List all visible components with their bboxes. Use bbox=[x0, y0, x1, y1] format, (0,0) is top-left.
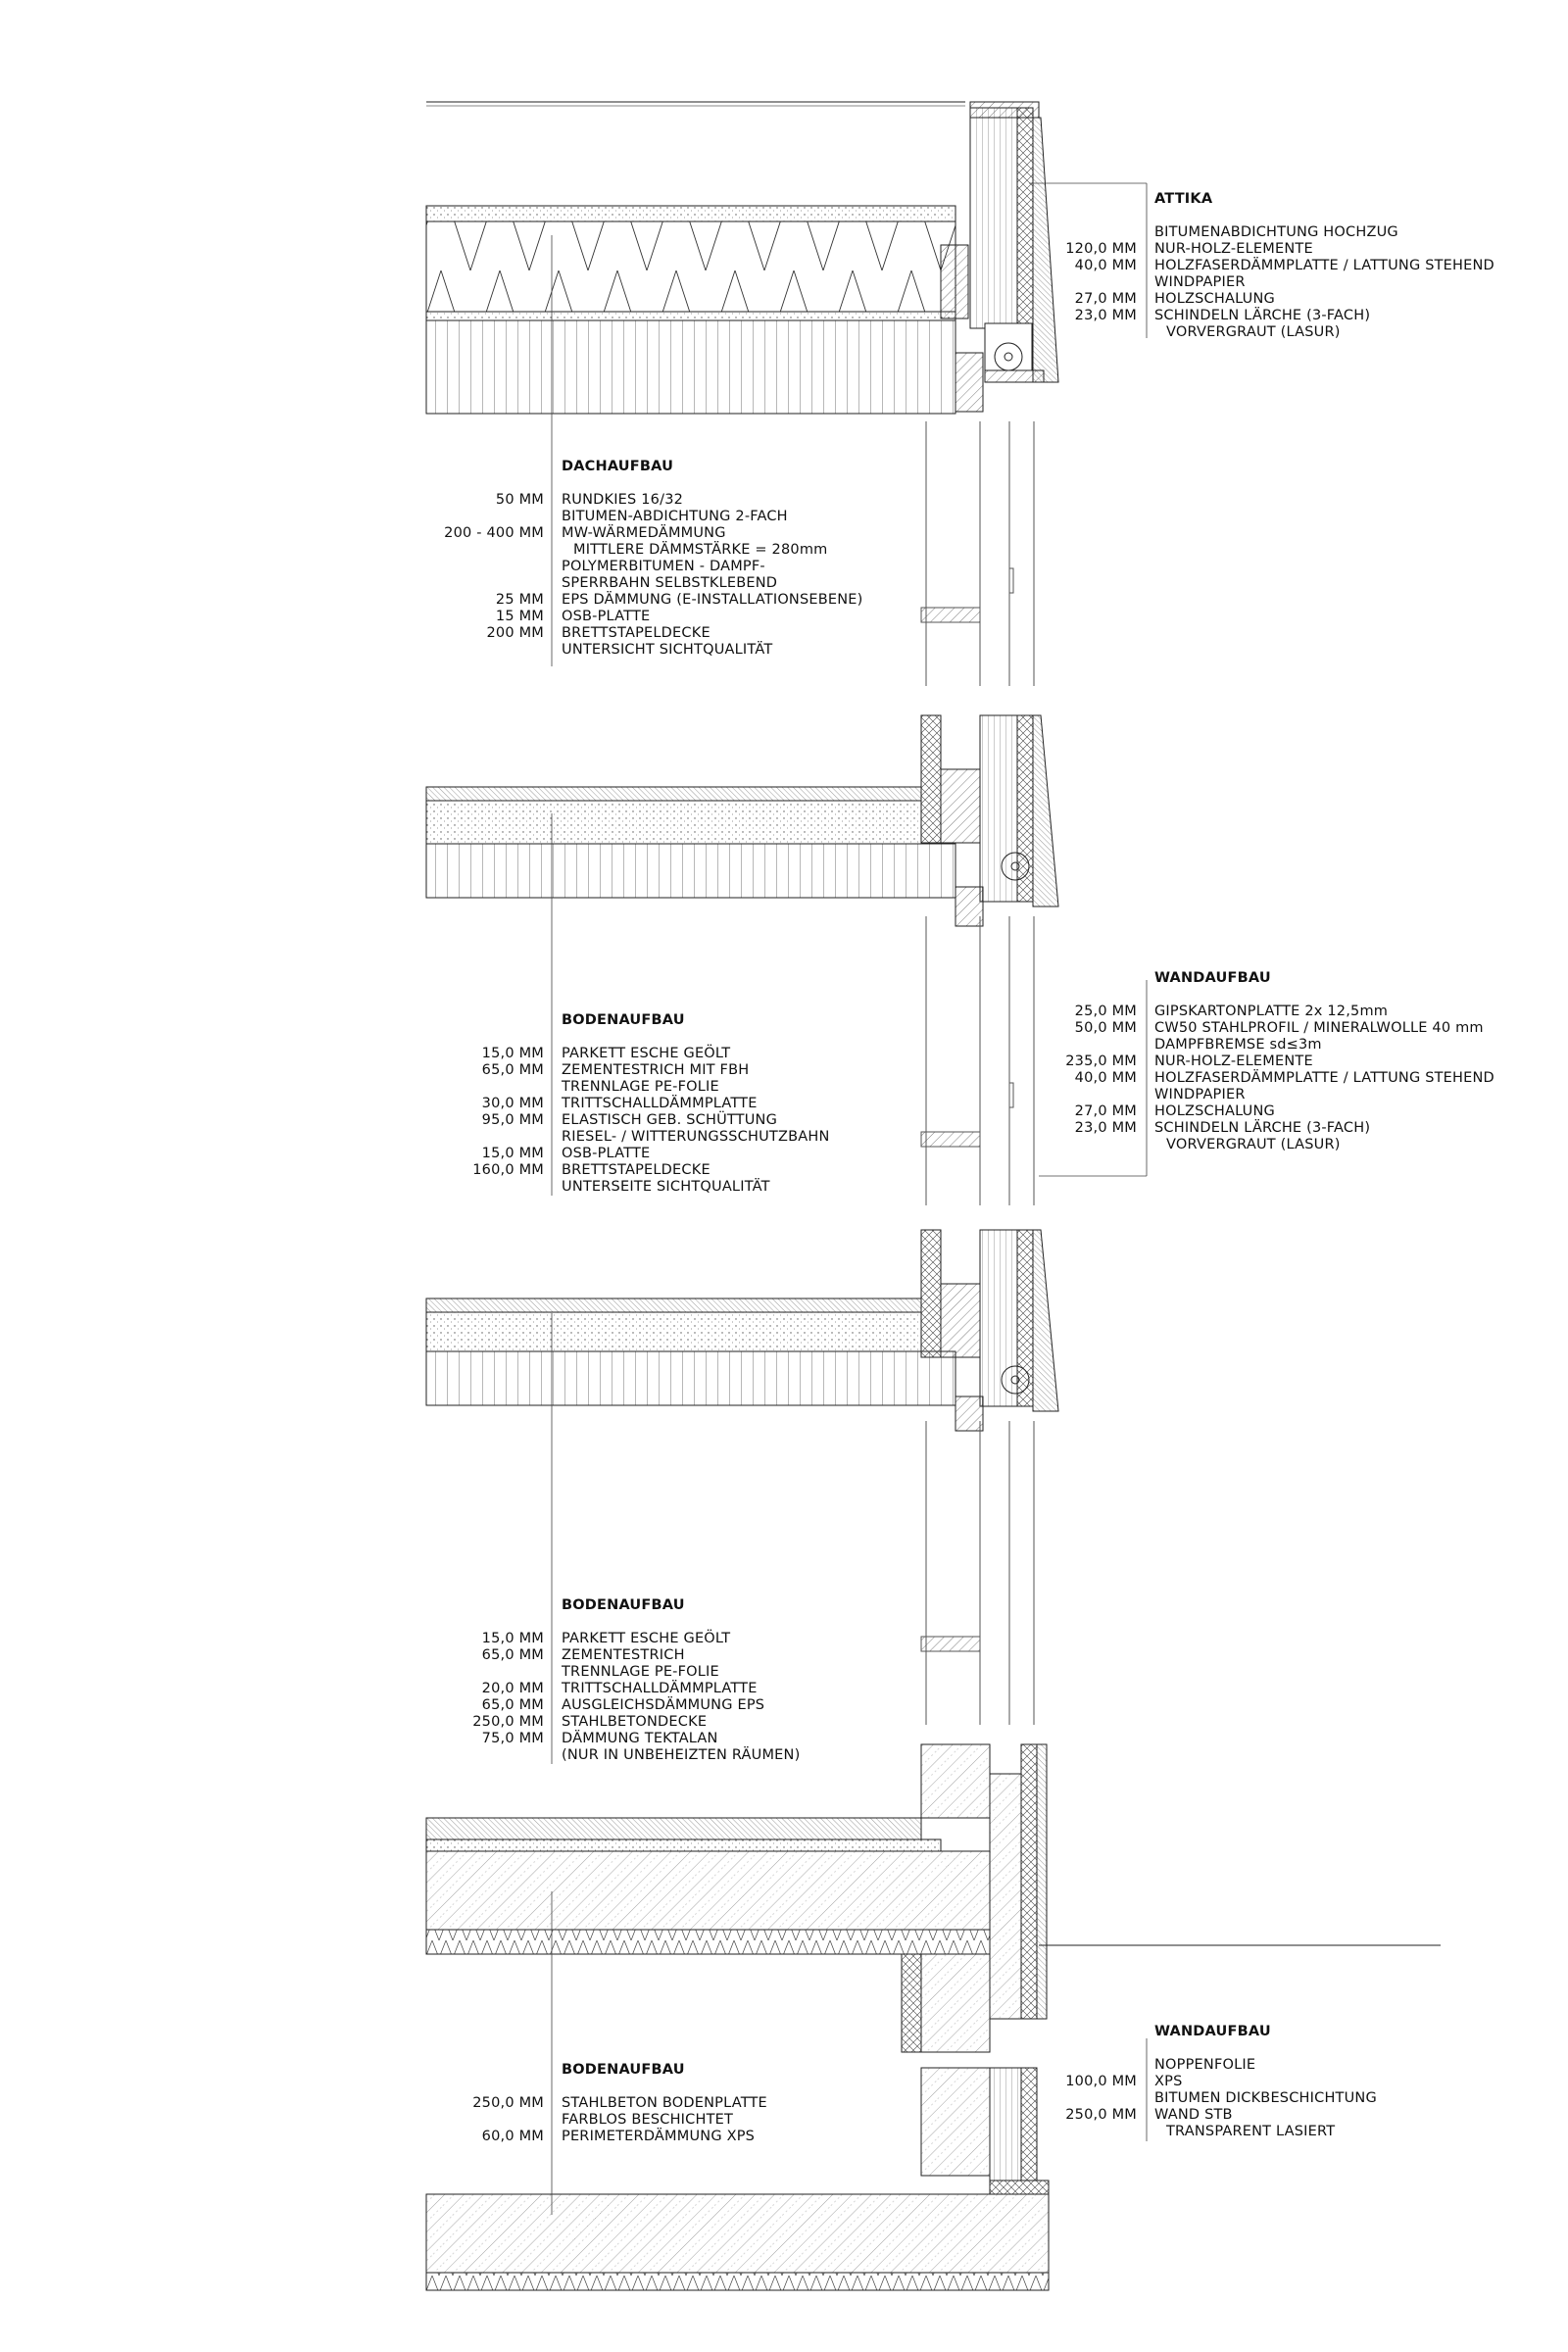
attika-row: NUR-HOLZ-ELEMENTE bbox=[1154, 241, 1313, 257]
bodenaufbau-1-dim bbox=[392, 1079, 544, 1096]
bodenaufbau-1-dim: 65,0 MM bbox=[481, 1062, 544, 1078]
bodenaufbau-3-label bbox=[562, 2062, 767, 2145]
bodenaufbau-2-dim bbox=[392, 1664, 544, 1681]
attika-row: WINDPAPIER bbox=[1154, 274, 1246, 290]
wandaufbau-1-label bbox=[1154, 970, 1494, 1153]
bodenaufbau-1-title: BODENAUFBAU bbox=[562, 1012, 685, 1028]
bodenaufbau-2-dim: 65,0 MM bbox=[481, 1697, 544, 1713]
wandaufbau-2-row: XPS bbox=[1154, 2074, 1183, 2089]
bodenaufbau-2-row: STAHLBETONDECKE bbox=[562, 1714, 708, 1730]
dachaufbau-row: MITTLERE DÄMMSTÄRKE = 280mm bbox=[573, 542, 828, 558]
attika-row: VORVERGRAUT (LASUR) bbox=[1166, 324, 1341, 340]
dachaufbau-row: UNTERSICHT SICHTQUALITÄT bbox=[562, 642, 773, 658]
attika-label bbox=[1154, 191, 1494, 341]
wandaufbau-2-row: NOPPENFOLIE bbox=[1154, 2057, 1256, 2073]
dachaufbau-dim: 50 MM bbox=[495, 492, 544, 508]
floor-2-section bbox=[426, 1230, 1058, 1431]
wandaufbau-2-dims bbox=[1019, 2057, 1137, 2140]
bodenaufbau-2-dims bbox=[392, 1631, 544, 1764]
dachaufbau-row: BRETTSTAPELDECKE bbox=[562, 625, 710, 641]
wandaufbau-1-row: WINDPAPIER bbox=[1154, 1087, 1246, 1102]
wandaufbau-1-dim: 235,0 MM bbox=[1065, 1054, 1137, 1069]
wandaufbau-2-row: BITUMEN DICKBESCHICHTUNG bbox=[1154, 2090, 1377, 2106]
ground-floor-section bbox=[426, 1744, 1441, 2052]
attika-dim bbox=[1019, 324, 1137, 341]
attika-row: HOLZFASERDÄMMPLATTE / LATTUNG STEHEND bbox=[1154, 258, 1494, 273]
dachaufbau-dim bbox=[392, 575, 544, 592]
bodenaufbau-1-row: RIESEL- / WITTERUNGSSCHUTZBAHN bbox=[562, 1129, 830, 1145]
bodenaufbau-2-row: ZEMENTESTRICH bbox=[562, 1647, 685, 1663]
wandaufbau-1-row: CW50 STAHLPROFIL / MINERALWOLLE 40 mm bbox=[1154, 1020, 1484, 1036]
attika-dim: 27,0 MM bbox=[1074, 291, 1137, 307]
bodenaufbau-1-dims bbox=[392, 1046, 544, 1196]
wandaufbau-1-dim bbox=[1019, 1037, 1137, 1054]
bodenaufbau-2-row: PARKETT ESCHE GEÖLT bbox=[562, 1631, 731, 1646]
bodenaufbau-2-title: BODENAUFBAU bbox=[562, 1597, 685, 1613]
window-jambs bbox=[921, 421, 1034, 1725]
wandaufbau-1-dim: 27,0 MM bbox=[1074, 1103, 1137, 1119]
bodenaufbau-1-row: BRETTSTAPELDECKE bbox=[562, 1162, 710, 1178]
dachaufbau-row: MW-WÄRMEDÄMMUNG bbox=[562, 525, 726, 541]
attika-row: SCHINDELN LÄRCHE (3-FACH) bbox=[1154, 308, 1371, 323]
bodenaufbau-2-dim: 65,0 MM bbox=[481, 1647, 544, 1663]
bodenaufbau-2-row: TRITTSCHALLDÄMMPLATTE bbox=[562, 1681, 758, 1696]
bodenaufbau-1-dim: 30,0 MM bbox=[481, 1096, 544, 1111]
dachaufbau-dim: 200 - 400 MM bbox=[444, 525, 544, 541]
wandaufbau-2-dim bbox=[1019, 2090, 1137, 2107]
bodenaufbau-2-row: DÄMMUNG TEKTALAN bbox=[562, 1731, 718, 1746]
bodenaufbau-1-row: ZEMENTESTRICH MIT FBH bbox=[562, 1062, 750, 1078]
dachaufbau-dims bbox=[392, 492, 544, 659]
bodenaufbau-3-dims bbox=[392, 2095, 544, 2145]
floor-1-section bbox=[426, 715, 1058, 926]
wandaufbau-2-title: WANDAUFBAU bbox=[1154, 2024, 1271, 2039]
dachaufbau-row: BITUMEN-ABDICHTUNG 2-FACH bbox=[562, 509, 788, 524]
bodenaufbau-1-dim: 95,0 MM bbox=[481, 1112, 544, 1128]
wandaufbau-1-row: SCHINDELN LÄRCHE (3-FACH) bbox=[1154, 1120, 1371, 1136]
bodenaufbau-1-dim bbox=[392, 1179, 544, 1196]
attika-title: ATTIKA bbox=[1154, 191, 1213, 207]
bodenaufbau-3-dim: 250,0 MM bbox=[472, 2095, 544, 2111]
bodenaufbau-1-dim bbox=[392, 1129, 544, 1146]
attika-row: HOLZSCHALUNG bbox=[1154, 291, 1275, 307]
attika-row: BITUMENABDICHTUNG HOCHZUG bbox=[1154, 224, 1398, 240]
wandaufbau-1-dim bbox=[1019, 1137, 1137, 1153]
bodenaufbau-3-title: BODENAUFBAU bbox=[562, 2062, 685, 2078]
wandaufbau-1-dims bbox=[1019, 1004, 1137, 1153]
bodenaufbau-2-dim: 75,0 MM bbox=[481, 1731, 544, 1746]
attika-dim: 40,0 MM bbox=[1074, 258, 1137, 273]
attika-dim bbox=[1019, 274, 1137, 291]
bodenaufbau-2-dim: 250,0 MM bbox=[472, 1714, 544, 1730]
bodenaufbau-3-dim: 60,0 MM bbox=[481, 2129, 544, 2144]
bodenaufbau-1-row: OSB-PLATTE bbox=[562, 1146, 651, 1161]
dachaufbau-row: EPS DÄMMUNG (E-INSTALLATIONSEBENE) bbox=[562, 592, 863, 608]
wandaufbau-2-dim: 250,0 MM bbox=[1065, 2107, 1137, 2123]
wandaufbau-1-dim: 50,0 MM bbox=[1074, 1020, 1137, 1036]
dachaufbau-dim bbox=[392, 642, 544, 659]
wandaufbau-2-dim bbox=[1019, 2057, 1137, 2074]
dachaufbau-row: OSB-PLATTE bbox=[562, 609, 651, 624]
wandaufbau-1-dim bbox=[1019, 1087, 1137, 1103]
bodenaufbau-1-dim: 15,0 MM bbox=[481, 1046, 544, 1061]
wandaufbau-1-dim: 25,0 MM bbox=[1074, 1004, 1137, 1019]
bodenaufbau-1-row: TRENNLAGE PE-FOLIE bbox=[562, 1079, 719, 1095]
bodenaufbau-2-row: (NUR IN UNBEHEIZTEN RÄUMEN) bbox=[562, 1747, 801, 1763]
dachaufbau-label bbox=[562, 459, 863, 659]
wandaufbau-1-dim: 40,0 MM bbox=[1074, 1070, 1137, 1086]
bodenaufbau-3-row: STAHLBETON BODENPLATTE bbox=[562, 2095, 767, 2111]
bodenaufbau-3-row: PERIMETERDÄMMUNG XPS bbox=[562, 2129, 756, 2144]
bodenaufbau-3-dim bbox=[392, 2112, 544, 2129]
bodenaufbau-1-row: PARKETT ESCHE GEÖLT bbox=[562, 1046, 731, 1061]
dachaufbau-dim bbox=[392, 559, 544, 575]
bodenaufbau-3-row: FARBLOS BESCHICHTET bbox=[562, 2112, 734, 2128]
wandaufbau-1-row: DAMPFBREMSE sd≤3m bbox=[1154, 1037, 1322, 1053]
attika-dim: 120,0 MM bbox=[1065, 241, 1137, 257]
wandaufbau-2-row: WAND STB bbox=[1154, 2107, 1233, 2123]
dachaufbau-dim: 25 MM bbox=[495, 592, 544, 608]
bodenaufbau-1-dim: 15,0 MM bbox=[481, 1146, 544, 1161]
wandaufbau-1-row: HOLZSCHALUNG bbox=[1154, 1103, 1275, 1119]
dachaufbau-row: RUNDKIES 16/32 bbox=[562, 492, 684, 508]
dachaufbau-dim bbox=[392, 542, 544, 559]
attika-dim bbox=[1019, 224, 1137, 241]
bodenaufbau-1-row: ELASTISCH GEB. SCHÜTTUNG bbox=[562, 1112, 778, 1128]
dachaufbau-dim bbox=[392, 509, 544, 525]
dachaufbau-title: DACHAUFBAU bbox=[562, 459, 674, 474]
wandaufbau-2-dim bbox=[1019, 2124, 1137, 2140]
wandaufbau-1-row: GIPSKARTONPLATTE 2x 12,5mm bbox=[1154, 1004, 1389, 1019]
dachaufbau-row: SPERRBAHN SELBSTKLEBEND bbox=[562, 575, 778, 591]
bodenaufbau-1-row: TRITTSCHALLDÄMMPLATTE bbox=[562, 1096, 758, 1111]
bodenaufbau-2-dim bbox=[392, 1747, 544, 1764]
bodenaufbau-2-dim: 20,0 MM bbox=[481, 1681, 544, 1696]
wandaufbau-1-dim: 23,0 MM bbox=[1074, 1120, 1137, 1136]
dachaufbau-dim: 200 MM bbox=[486, 625, 544, 641]
bodenaufbau-1-dim: 160,0 MM bbox=[472, 1162, 544, 1178]
roof-section bbox=[426, 102, 1058, 414]
bodenaufbau-2-row: TRENNLAGE PE-FOLIE bbox=[562, 1664, 719, 1680]
dachaufbau-row: POLYMERBITUMEN - DAMPF- bbox=[562, 559, 765, 574]
bodenaufbau-2-dim: 15,0 MM bbox=[481, 1631, 544, 1646]
bodenaufbau-1-row: UNTERSEITE SICHTQUALITÄT bbox=[562, 1179, 770, 1195]
dachaufbau-dim: 15 MM bbox=[495, 609, 544, 624]
attika-dims bbox=[1019, 224, 1137, 341]
bodenaufbau-1-label bbox=[562, 1012, 830, 1196]
wandaufbau-1-row: NUR-HOLZ-ELEMENTE bbox=[1154, 1054, 1313, 1069]
wandaufbau-1-row: VORVERGRAUT (LASUR) bbox=[1166, 1137, 1341, 1152]
wandaufbau-2-dim: 100,0 MM bbox=[1065, 2074, 1137, 2089]
wandaufbau-1-row: HOLZFASERDÄMMPLATTE / LATTUNG STEHEND bbox=[1154, 1070, 1494, 1086]
bodenaufbau-2-row: AUSGLEICHSDÄMMUNG EPS bbox=[562, 1697, 765, 1713]
bodenaufbau-2-label bbox=[562, 1597, 800, 1764]
wandaufbau-1-title: WANDAUFBAU bbox=[1154, 970, 1271, 986]
wandaufbau-2-label bbox=[1154, 2024, 1377, 2140]
attika-dim: 23,0 MM bbox=[1074, 308, 1137, 323]
wandaufbau-2-row: TRANSPARENT LASIERT bbox=[1166, 2124, 1336, 2139]
